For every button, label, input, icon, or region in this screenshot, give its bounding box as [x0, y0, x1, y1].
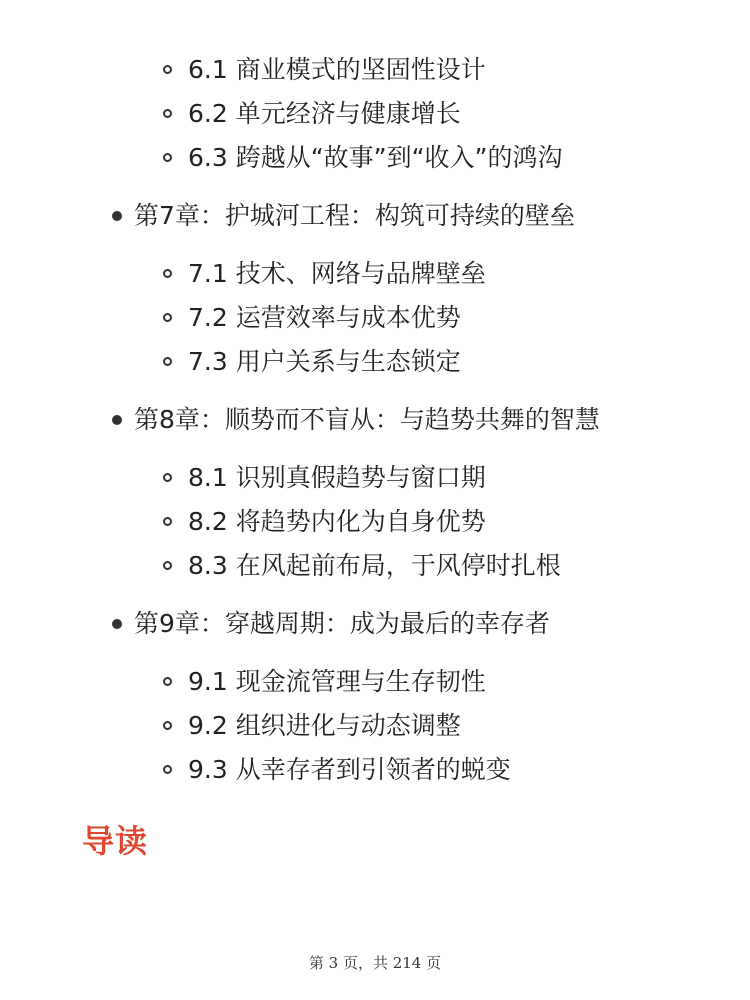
toc-subitem-label: 8.2 将趋势内化为自身优势 [188, 507, 486, 536]
toc-subitem-label: 6.1 商业模式的坚固性设计 [188, 55, 486, 84]
toc-chapter-7 [0, 194, 750, 238]
toc-subitem-label: 8.3 在风起前布局，于风停时扎根 [188, 551, 561, 580]
list-item [0, 296, 750, 340]
hollow-bullet-icon [163, 313, 172, 322]
hollow-bullet-icon [163, 357, 172, 366]
toc-subitem-label: 9.3 从幸存者到引领者的蜕变 [188, 755, 511, 784]
toc-subitem-label: 7.3 用户关系与生态锁定 [188, 347, 461, 376]
list-item [0, 340, 750, 384]
toc-subitem-label: 7.2 运营效率与成本优势 [188, 303, 461, 332]
toc-chapter-title: 第8章：顺势而不盲从：与趋势共舞的智慧 [134, 405, 600, 434]
list-item [0, 252, 750, 296]
hollow-bullet-icon [163, 721, 172, 730]
hollow-bullet-icon [163, 517, 172, 526]
hollow-bullet-icon [163, 765, 172, 774]
toc-subitem-label: 9.2 组织进化与动态调整 [188, 711, 461, 740]
hollow-bullet-icon [163, 153, 172, 162]
filled-bullet-icon [112, 415, 122, 425]
hollow-bullet-icon [163, 561, 172, 570]
hollow-bullet-icon [163, 473, 172, 482]
toc-chapter-title: 第9章：穿越周期：成为最后的幸存者 [134, 609, 550, 638]
list-item [0, 704, 750, 748]
list-item [0, 92, 750, 136]
list-item [0, 500, 750, 544]
toc-chapter-title: 第7章：护城河工程：构筑可持续的壁垒 [134, 201, 575, 230]
list-item [0, 748, 750, 792]
toc-subitem-label: 7.1 技术、网络与品牌壁垒 [188, 259, 486, 288]
list-item [0, 544, 750, 588]
toc-subitem-label: 8.1 识别真假趋势与窗口期 [188, 463, 486, 492]
filled-bullet-icon [112, 619, 122, 629]
toc-subitem-label: 6.3 跨越从“故事”到“收入”的鸿沟 [188, 143, 563, 172]
hollow-bullet-icon [163, 65, 172, 74]
page-number: 第 3 页，共 214 页 [308, 954, 442, 972]
hollow-bullet-icon [163, 677, 172, 686]
hollow-bullet-icon [163, 109, 172, 118]
toc-chapter-9 [0, 602, 750, 646]
toc-chapter-8 [0, 398, 750, 442]
list-item [0, 48, 750, 92]
hollow-bullet-icon [163, 269, 172, 278]
list-item [0, 136, 750, 180]
section-heading: 导读 [82, 822, 149, 860]
toc-subitem-label: 9.1 现金流管理与生存韧性 [188, 667, 486, 696]
toc-subitem-label: 6.2 单元经济与健康增长 [188, 99, 461, 128]
table-of-contents [0, 48, 750, 792]
filled-bullet-icon [112, 211, 122, 221]
list-item [0, 660, 750, 704]
list-item [0, 456, 750, 500]
